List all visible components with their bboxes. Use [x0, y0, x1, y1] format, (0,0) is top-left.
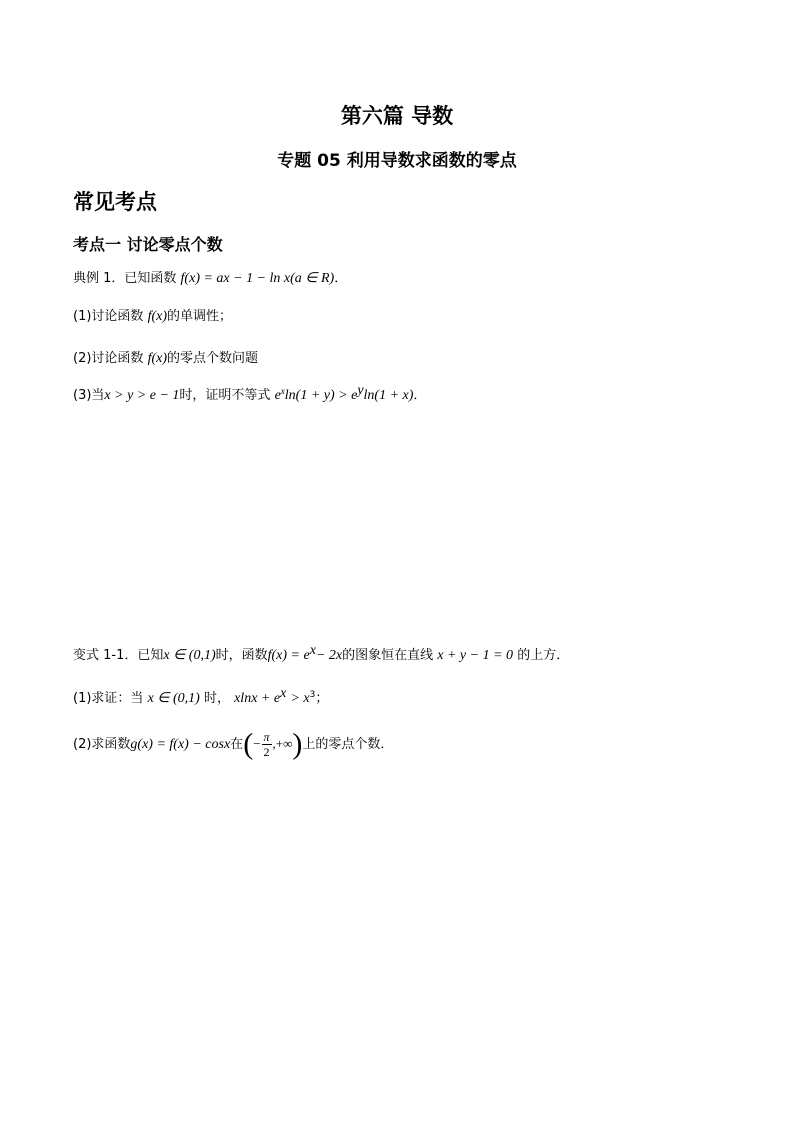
- q1-suffix: 的单调性；: [167, 309, 233, 324]
- v1q2-interval-right: ,+∞: [272, 736, 293, 751]
- variant1-line-equation: x + y − 1 = 0: [437, 648, 514, 663]
- v1q1-inequality: xlnx + e: [234, 691, 281, 706]
- v1q1-end: ；: [315, 691, 329, 706]
- q1-function: f(x): [147, 309, 167, 324]
- q3-condition: x > y > e − 1: [104, 388, 180, 403]
- q2-function: f(x): [147, 351, 167, 366]
- fraction-denominator: 2: [263, 745, 270, 759]
- v1q2-interval-left: −: [253, 736, 261, 751]
- v1q2-function: g(x) = f(x) − cosx: [130, 737, 231, 752]
- v1q2-prefix: (2)求函数: [73, 737, 131, 752]
- example1-statement: 典例 1．已知函数 f(x) = ax − 1 − ln x(a ∈ R)．: [73, 271, 348, 286]
- topic-title: 专题 05 利用导数求函数的零点: [277, 151, 517, 171]
- variant1-question-1: (1)求证：当 x ∈ (0,1) 时， $xlnx + e^x > x^3$；: [73, 686, 329, 706]
- q3-middle: 时，证明不等式: [179, 388, 271, 403]
- variant1-mid1: 时，函数: [215, 648, 268, 663]
- variant1-intro: 变式 1-1．已知: [73, 648, 164, 663]
- v1q1-inequality-mid: > x: [290, 691, 310, 706]
- variant1-function: f(x) = e: [267, 648, 310, 663]
- part-title: 第六篇 导数: [340, 104, 454, 128]
- v1q2-suffix: 上的零点个数．: [302, 737, 394, 752]
- example1-question-2: [73, 350, 258, 368]
- q3-prefix: (3)当: [73, 388, 105, 403]
- variant1-suffix: 的上方．: [517, 648, 570, 663]
- variant1-mid2: 的图象恒在直线: [342, 648, 434, 663]
- example1-intro: 典例 1．已知函数: [73, 271, 177, 286]
- v1q1-condition: x ∈ (0,1): [147, 691, 200, 706]
- subsection-heading: 考点一 讨论零点个数: [73, 235, 223, 254]
- q3-inequality-end: ln(1 + x): [363, 388, 414, 403]
- section-heading: 常见考点: [73, 190, 157, 214]
- pi-over-two-fraction: [262, 730, 272, 759]
- example1-question-1: [73, 308, 232, 326]
- q2-prefix: (2)讨论函数: [73, 351, 144, 366]
- v1q1-prefix: (1)求证：当: [73, 691, 144, 706]
- v1q2-mid: 在: [230, 737, 244, 752]
- example1-function: f(x) = ax − 1 − ln x(a ∈ R): [180, 271, 335, 286]
- variant1-question-2: (2)求函数g(x) = f(x) − cosx在(− $\frac{\pi}{2}$ ,+∞)上的零点个数．: [73, 727, 394, 761]
- variant1-condition: x ∈ (0,1): [163, 648, 216, 663]
- q3-inequality: ln(1 + y) > e: [284, 388, 358, 403]
- q1-prefix: (1)讨论函数: [73, 309, 144, 324]
- example1-question-3: (3)当x > y > e − 1时，证明不等式 $e^x\ln(1 + y) > e^y\ln(1 + x)$．: [73, 383, 427, 403]
- q2-suffix: 的零点个数问题: [167, 351, 259, 366]
- v1q1-mid: 时，: [203, 691, 230, 706]
- fraction-numerator: π: [263, 730, 270, 744]
- variant1-statement: 变式 1-1．已知x ∈ (0,1)时，函数$f(x) = e^x- 2x$的图象恒在直线 x + y − 1 = 0 的上方．: [73, 643, 570, 663]
- variant1-function-end: − 2x: [315, 648, 343, 663]
